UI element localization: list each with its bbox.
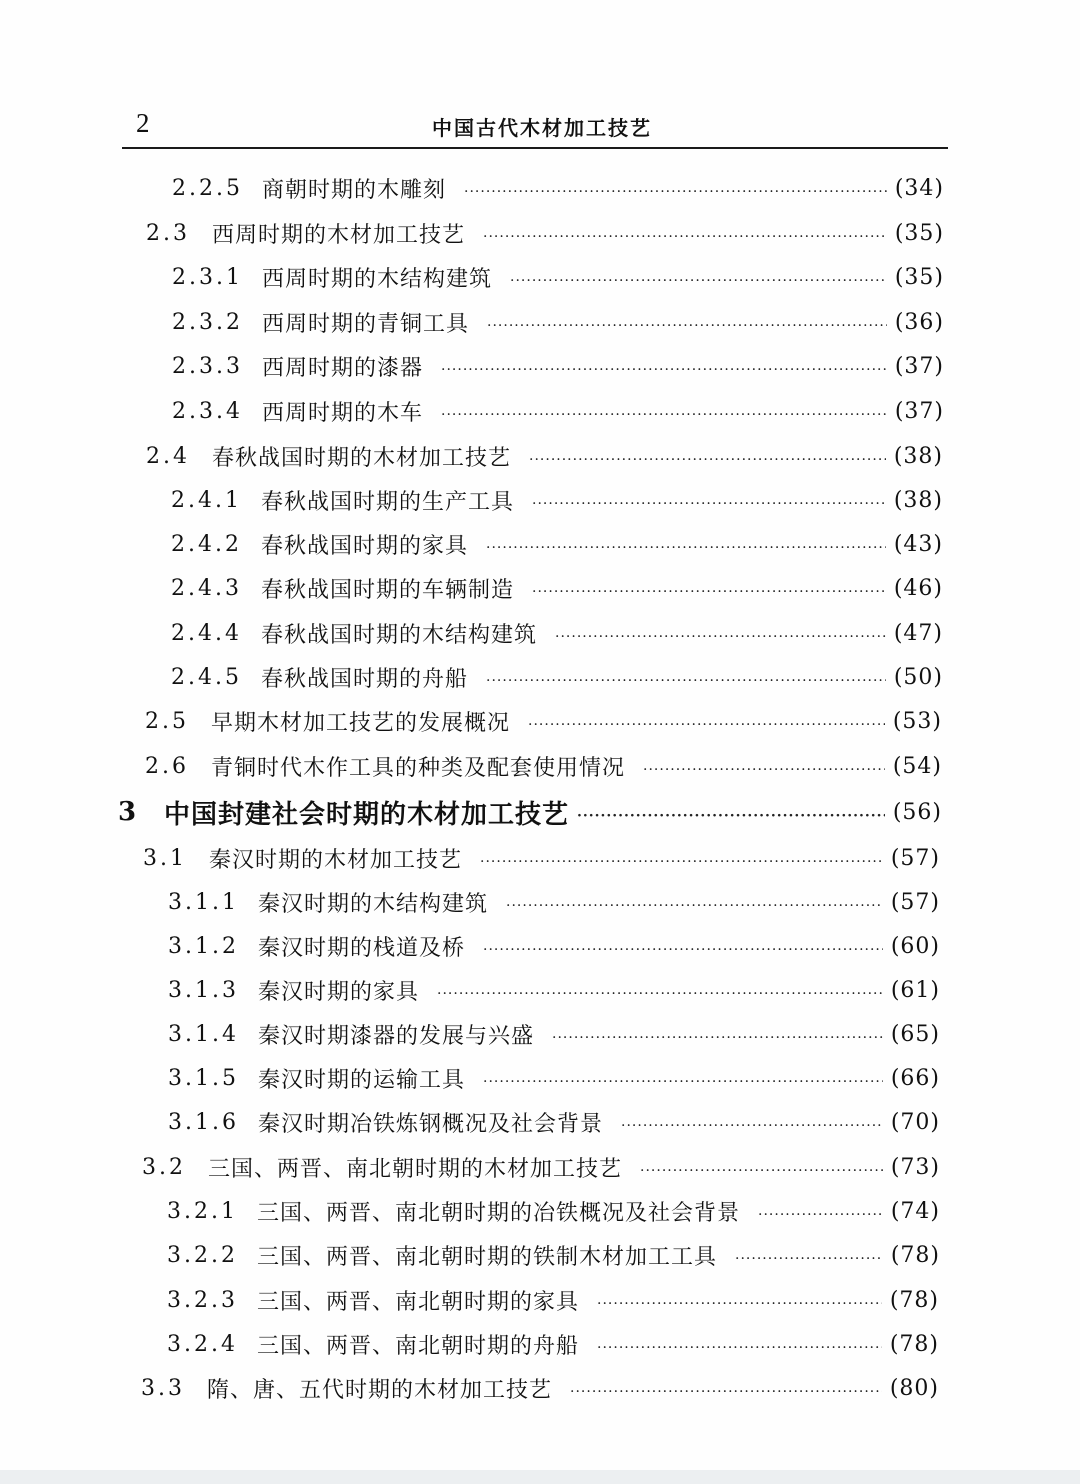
toc-entry-number: 2.5 [145,708,189,734]
toc-leader-dots [555,629,886,645]
toc-leader-dots [486,540,886,556]
toc-entry-page: (73) [890,1154,940,1180]
toc-entry [167,1328,939,1360]
toc-entry-title: 秦汉时期冶铁炼钢概况及社会背景 [258,1111,604,1137]
toc-entry-page: (46) [893,575,943,601]
toc-entry-page: (56) [892,799,942,825]
toc-entry-title: 三国、两晋、南北朝时期的冶铁概况及社会背景 [257,1200,741,1226]
toc-entry-number: 2.4.1 [171,487,242,513]
toc-leader-dots [437,986,883,1002]
toc-entry-number: 3.2.3 [167,1287,238,1313]
toc-entry-title: 三国、两晋、南北朝时期的家具 [257,1289,580,1315]
toc-entry [168,974,940,1006]
toc-entry [168,930,940,962]
toc-leader-dots [643,762,885,778]
toc-entry-page: (53) [892,708,942,734]
toc-entry-title: 秦汉时期的木材加工技艺 [209,847,463,873]
toc-leader-dots [483,1074,883,1090]
toc-entry [168,886,940,918]
toc-entry-title: 商朝时期的木雕刻 [262,177,447,203]
toc-entry-title: 春秋战国时期的生产工具 [261,489,515,515]
toc-entry-number: 3.2.4 [167,1331,238,1357]
toc-entry-title: 三国、两晋、南北朝时期的舟船 [257,1333,580,1359]
toc-leader-dots [483,942,883,958]
toc-entry-title: 秦汉时期漆器的发展与兴盛 [258,1023,535,1049]
toc-entry-number: 2.4 [146,443,190,469]
toc-entry-title: 西周时期的漆器 [262,355,424,381]
toc-entry-number: 2.4.5 [171,664,242,690]
toc-entry [145,750,942,782]
toc-entry-page: (50) [893,664,943,690]
toc-entry-page: (36) [894,309,944,335]
toc-entry-number: 3.1.4 [168,1021,239,1047]
toc-entry [146,217,944,249]
toc-entry-page: (78) [890,1242,940,1268]
toc-leader-dots [528,717,885,733]
toc-entry-title: 春秋战国时期的木结构建筑 [261,622,538,648]
toc-entry [171,572,943,604]
toc-entry-number: 2.3.3 [172,353,243,379]
toc-entry [145,705,942,737]
toc-leader-dots [597,1296,882,1312]
toc-entry-number: 2.3 [146,220,190,246]
toc-entry-number: 3.1.3 [168,977,239,1003]
toc-entry-page: (38) [893,443,943,469]
toc-entry [168,1018,940,1050]
toc-entry-title: 秦汉时期的木结构建筑 [258,891,489,917]
toc-entry [172,172,944,204]
toc-entry-number: 2.4.2 [171,531,242,557]
toc-entry-number: 3.1.6 [168,1109,239,1135]
toc-entry-title: 春秋战国时期的车辆制造 [261,577,515,603]
toc-entry [167,1284,939,1316]
toc-entry-title: 隋、唐、五代时期的木材加工技艺 [207,1377,553,1403]
toc-entry [172,261,944,293]
toc-entry-page: (37) [894,398,944,424]
toc-entry [143,842,940,874]
toc-leader-dots [483,229,887,245]
toc-entry-title: 西周时期的木车 [262,400,424,426]
toc-entry-title: 西周时期的木结构建筑 [262,266,493,292]
toc-entry-page: (35) [894,264,944,290]
toc-entry-page: (35) [894,220,944,246]
toc-leader-dots [577,808,885,824]
toc-entry-title: 秦汉时期的运输工具 [258,1067,466,1093]
toc-entry-number: 3.1.2 [168,933,239,959]
toc-entry [171,617,943,649]
toc-entry [171,484,943,516]
toc-entry-title: 早期木材加工技艺的发展概况 [211,710,511,736]
toc-entry-page: (78) [889,1331,939,1357]
toc-entry-number: 3.1 [143,845,187,871]
toc-entry-number: 2.4.4 [171,620,242,646]
toc-entry-number: 3.1.5 [168,1065,239,1091]
toc-entry-page: (61) [890,977,940,1003]
toc-entry-page: (38) [893,487,943,513]
toc-entry-page: (74) [890,1198,940,1224]
toc-leader-dots [597,1340,882,1356]
toc-entry-number: 3.3 [141,1375,185,1401]
toc-entry-title: 秦汉时期的栈道及桥 [258,935,466,961]
toc-entry-page: (54) [892,753,942,779]
toc-leader-dots [532,584,886,600]
toc-entry-page: (60) [890,933,940,959]
toc-leader-dots [570,1384,882,1400]
toc-entry-title: 中国封建社会时期的木材加工技艺 [164,799,570,830]
toc-entry-page: (47) [893,620,943,646]
toc-entry-page: (80) [889,1375,939,1401]
toc-leader-dots [758,1207,883,1223]
toc-leader-dots [552,1030,883,1046]
toc-entry-number: 2.3.1 [172,264,243,290]
toc-entry-page: (78) [889,1287,939,1313]
toc-leader-dots [441,362,887,378]
toc-entry-number: 2.3.2 [172,309,243,335]
toc-entry-title: 春秋战国时期的家具 [261,533,469,559]
toc-leader-dots [486,673,886,689]
toc-entry-title: 青铜时代木作工具的种类及配套使用情况 [211,755,626,781]
toc-entry-page: (57) [890,845,940,871]
page-number: 2 [136,108,150,138]
toc-entry-title: 秦汉时期的家具 [258,979,420,1005]
running-header-title: 中国古代木材加工技艺 [432,116,652,140]
toc-entry [167,1239,940,1271]
toc-entry-number: 3 [118,797,140,827]
toc-entry-number: 3.2.2 [167,1242,238,1268]
toc-entry-number: 2.4.3 [171,575,242,601]
toc-entry-page: (57) [890,889,940,915]
toc-entry-title: 春秋战国时期的木材加工技艺 [212,445,512,471]
toc-leader-dots [487,318,887,334]
toc-entry-title: 春秋战国时期的舟船 [261,666,469,692]
toc-leader-dots [735,1251,883,1267]
toc-entry [168,1106,940,1138]
toc-entry-page: (34) [894,175,944,201]
toc-entry [168,1062,940,1094]
toc-entry [171,528,943,560]
toc-leader-dots [621,1118,883,1134]
toc-leader-dots [464,184,887,200]
toc-entry-title: 西周时期的青铜工具 [262,311,470,337]
toc-entry-title: 三国、两晋、南北朝时期的铁制木材加工工具 [257,1244,718,1270]
toc-leader-dots [441,407,887,423]
toc-entry [172,350,944,382]
toc-leader-dots [480,854,883,870]
toc-entry-number: 2.6 [145,753,189,779]
toc-entry [142,1151,940,1183]
toc-entry-title: 西周时期的木材加工技艺 [212,222,466,248]
toc-entry-number: 3.2.1 [167,1198,238,1224]
toc-entry-page: (43) [893,531,943,557]
toc-entry-number: 2.3.4 [172,398,243,424]
toc-leader-dots [529,452,886,468]
toc-entry-number: 3.1.1 [168,889,239,915]
toc-entry [171,661,943,693]
toc-entry-number: 2.2.5 [172,175,243,201]
toc-entry [172,306,944,338]
toc-leader-dots [640,1163,883,1179]
bottom-margin-band [0,1470,1080,1484]
toc-leader-dots [506,898,883,914]
toc-entry [172,395,944,427]
toc-leader-dots [510,273,887,289]
toc-entry [167,1195,940,1227]
toc-leader-dots [532,496,886,512]
header-divider [122,147,948,149]
toc-entry-page: (66) [890,1065,940,1091]
toc-entry-title: 三国、两晋、南北朝时期的木材加工技艺 [208,1156,623,1182]
toc-entry-page: (37) [894,353,944,379]
toc-entry-number: 3.2 [142,1154,186,1180]
toc-entry-page: (70) [890,1109,940,1135]
toc-entry [146,440,943,472]
toc-entry-page: (65) [890,1021,940,1047]
toc-chapter-entry [118,796,942,828]
toc-entry [141,1372,939,1404]
